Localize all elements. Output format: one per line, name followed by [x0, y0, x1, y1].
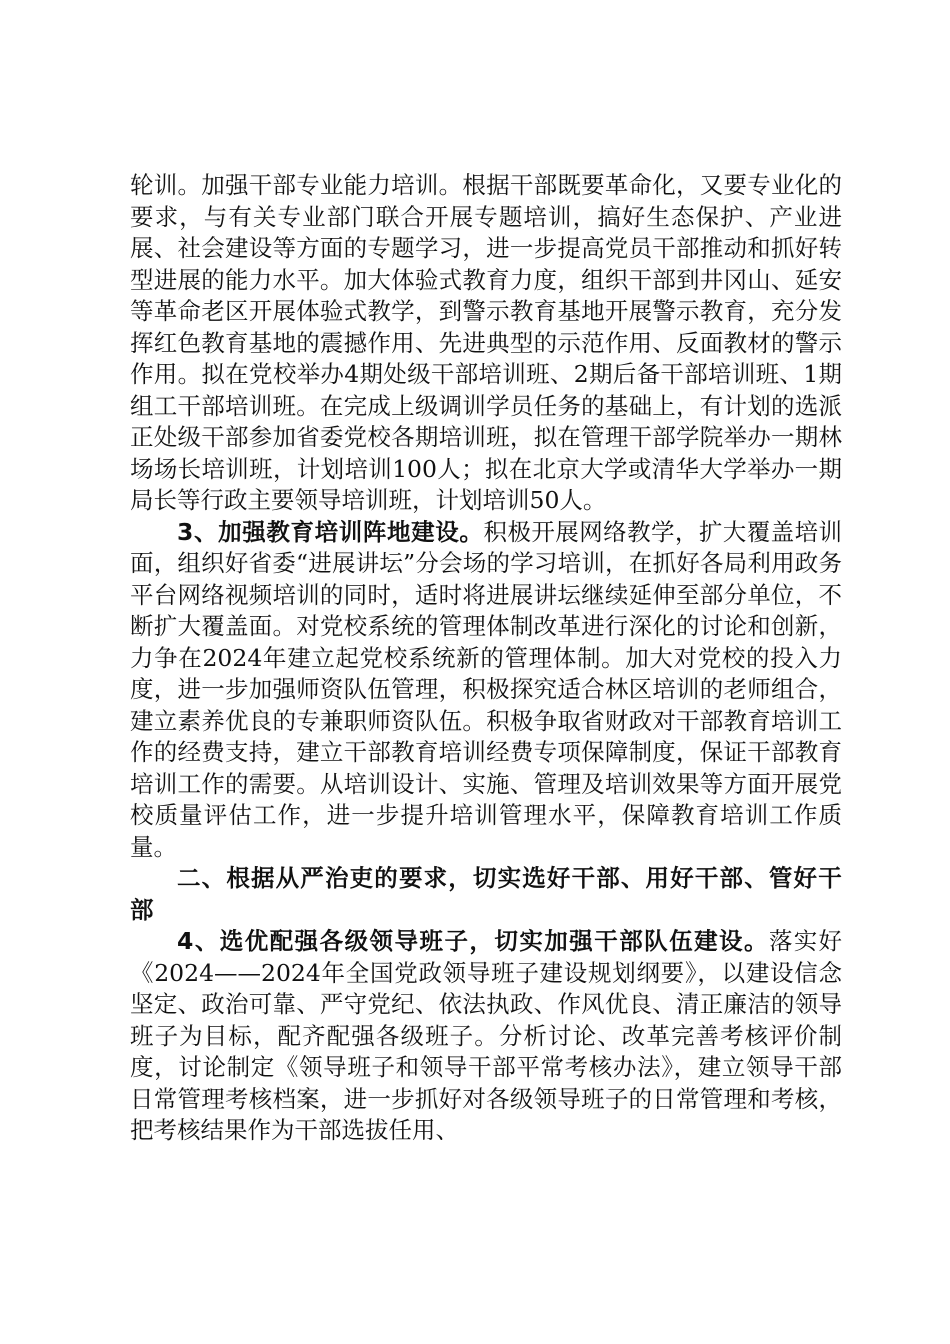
paragraph-lead-heading: 3、加强教育培训阵地建设。	[177, 517, 484, 546]
paragraph-text: 轮训。加强干部专业能力培训。根据干部既要革命化，又要专业化的要求，与有关专业部门联合开展专题培训，搞好生态保护、产业进展、社会建设等方面的专题学习，进一步提高党员干部推动和抓好转型进展的能力水平。加大体验式教育力度，组织干部到井冈山、延安等革命老区开展体验式教学，到警示教育基地开展警示教育，充分发挥红色教育基地的震撼作用、先进典型的示范作用、反面教材的警示作用。拟在党校举办4期处级干部培训班、2期后备干部培训班、1期组工干部培训班。在完成上级调训学员任务的基础上，有计划的选派正处级干部参加省委党校各期培训班，拟在管理干部学院举办一期林场场长培训班，计划培训100人；拟在北京大学或清华大学举办一期局长等行政主要领导培训班，计划培训50人。	[130, 171, 842, 514]
section-heading-two: 二、根据从严治吏的要求，切实选好干部、用好干部、管好干部	[130, 864, 842, 924]
paragraph-text: 落实好《2024——2024年全国党政领导班子建设规划纲要》，以建设信念坚定、政治可靠、严守党纪、依法执政、作风优良、清正廉洁的领导班子为目标，配齐配强各级班子。分析讨论、改革完善考核评价制度，讨论制定《领导班子和领导干部平常考核办法》，建立领导干部日常管理考核档案，进一步抓好对各级领导班子的日常管理和考核，把考核结果作为干部选拔任用、	[130, 927, 842, 1144]
document-page	[130, 170, 842, 1147]
paragraph-training-base	[130, 517, 842, 864]
paragraph-leadership-teams	[130, 926, 842, 1147]
paragraph-training-continuation	[130, 170, 842, 517]
paragraph-text: 积极开展网络教学，扩大覆盖培训面，组织好省委“进展讲坛”分会场的学习培训，在抓好各局利用政务平台网络视频培训的同时，适时将进展讲坛继续延伸至部分单位，不断扩大覆盖面。对党校系统的管理体制改革进行深化的讨论和创新，力争在2024年建立起党校系统新的管理体制。加大对党校的投入力度，进一步加强师资队伍管理，积极探究适合林区培训的老师组合，建立素养优良的专兼职师资队伍。积极争取省财政对干部教育培训工作的经费支持，建立干部教育培训经费专项保障制度，保证干部教育培训工作的需要。从培训设计、实施、管理及培训效果等方面开展党校质量评估工作，进一步提升培训管理水平，保障教育培训工作质量。	[130, 517, 843, 861]
paragraph-lead-heading: 4、选优配强各级领导班子，切实加强干部队伍建设。	[177, 927, 769, 955]
